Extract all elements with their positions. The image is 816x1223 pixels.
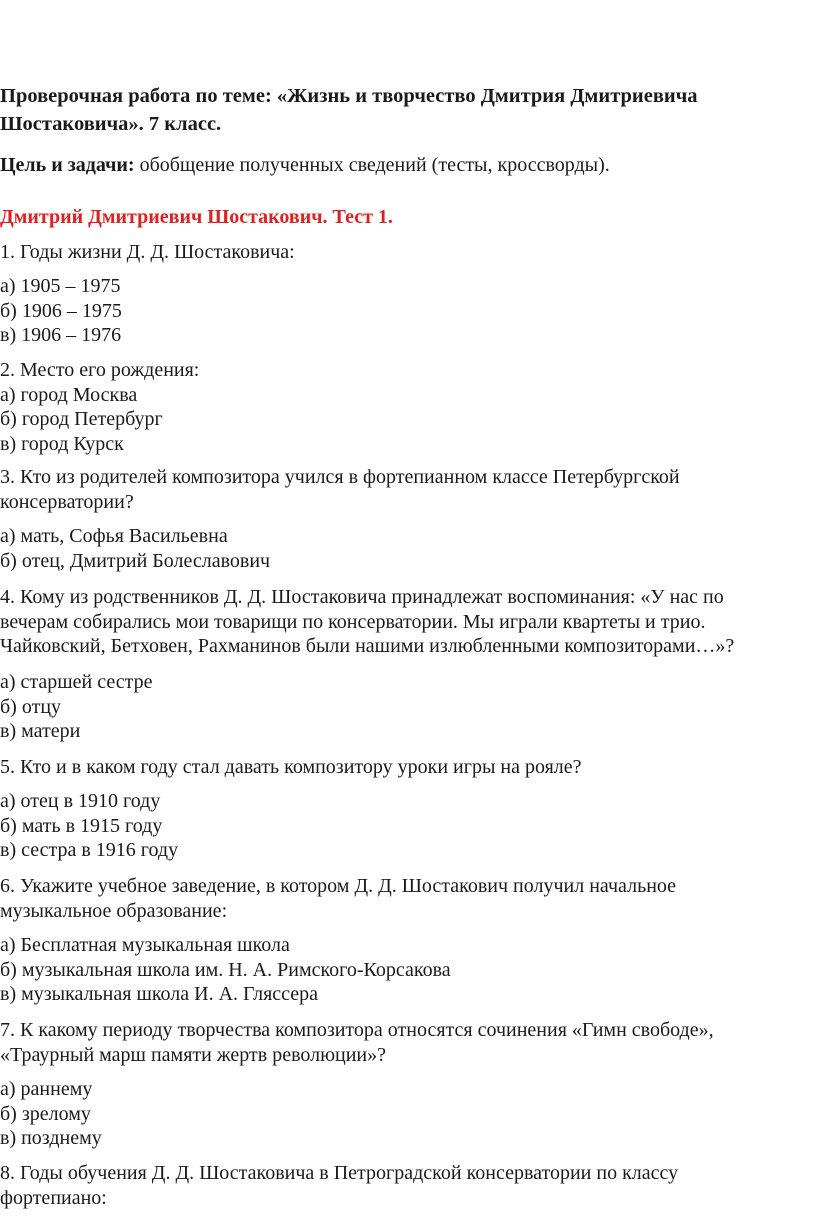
document-title-line: Шостаковича». 7 класс. bbox=[0, 113, 222, 135]
question-line: 6. Укажите учебное заведение, в котором Д. Д. Шостакович получил начальное bbox=[0, 875, 677, 897]
question-5-options bbox=[0, 789, 800, 863]
answer-option: б) зрелому bbox=[0, 1102, 91, 1125]
question-line: 2. Место его рождения: bbox=[0, 359, 200, 381]
answer-option: б) город Петербург bbox=[0, 408, 163, 430]
answer-option: б) отцу bbox=[0, 695, 62, 718]
answer-option: в) музыкальная школа И. А. Гляссера bbox=[0, 983, 319, 1005]
question-line: «Траурный марш памяти жертв революции»? bbox=[0, 1043, 387, 1066]
goal-text: обобщение полученных сведений (тесты, кроссворды). bbox=[134, 154, 610, 176]
answer-option: б) музыкальная школа им. Н. А. Римского-Корсакова bbox=[0, 958, 451, 981]
answer-option: а) мать, Софья Васильевна bbox=[0, 525, 228, 547]
question-7-options bbox=[0, 1077, 800, 1151]
question-3-options bbox=[0, 524, 800, 573]
question-5-text bbox=[0, 755, 800, 780]
answer-option: в) город Курск bbox=[0, 432, 124, 455]
question-7-text bbox=[0, 1018, 800, 1067]
answer-option: б) отец, Дмитрий Болеславович bbox=[0, 549, 271, 572]
answer-option: а) город Москва bbox=[0, 383, 138, 406]
document-title-line: Проверочная работа по теме: «Жизнь и творчество Дмитрия Дмитриевича bbox=[0, 85, 698, 107]
question-line: 7. К какому периоду творчества композитора относятся сочинения «Гимн свободе», bbox=[0, 1019, 714, 1041]
question-4-text bbox=[0, 585, 800, 659]
answer-option: в) сестра в 1916 году bbox=[0, 839, 179, 861]
answer-option: а) раннему bbox=[0, 1078, 93, 1100]
question-4-options bbox=[0, 670, 800, 744]
question-6-text bbox=[0, 874, 800, 923]
question-1-options bbox=[0, 274, 800, 348]
question-line: Чайковский, Бетховен, Рахманинов были нашими излюбленными композиторами…»? bbox=[0, 635, 735, 657]
question-6-options bbox=[0, 933, 800, 1007]
goal-label: Цель и задачи: bbox=[0, 154, 135, 176]
question-line: 3. Кто из родителей композитора учился в фортепианном классе Петербургской bbox=[0, 466, 680, 488]
answer-option: б) 1906 – 1975 bbox=[0, 299, 122, 322]
question-line: вечерам собирались мои товарищи по консерватории. Мы играли квартеты и трио. bbox=[0, 610, 706, 633]
answer-option: б) мать в 1915 году bbox=[0, 814, 163, 837]
question-line: 5. Кто и в каком году стал давать композитору уроки игры на рояле? bbox=[0, 756, 582, 778]
answer-option: в) 1906 – 1976 bbox=[0, 324, 122, 346]
answer-option: а) Бесплатная музыкальная школа bbox=[0, 934, 290, 956]
question-1-text bbox=[0, 240, 800, 265]
goal-paragraph bbox=[0, 152, 800, 178]
question-8-text bbox=[0, 1161, 800, 1210]
question-line: 4. Кому из родственников Д. Д. Шостаковича принадлежат воспоминания: «У нас по bbox=[0, 586, 724, 608]
answer-option: в) позднему bbox=[0, 1127, 102, 1149]
answer-option: в) матери bbox=[0, 720, 81, 742]
question-line: консерватории? bbox=[0, 490, 134, 513]
document-title bbox=[0, 82, 790, 138]
question-line: фортепиано: bbox=[0, 1186, 107, 1209]
question-line: музыкальное образование: bbox=[0, 899, 228, 922]
question-line: 8. Годы обучения Д. Д. Шостаковича в Петроградской консерватории по классу bbox=[0, 1162, 679, 1184]
test-title: Дмитрий Дмитриевич Шостакович. Тест 1. bbox=[0, 206, 393, 228]
question-2-text bbox=[0, 358, 800, 456]
question-line: 1. Годы жизни Д. Д. Шостаковича: bbox=[0, 241, 295, 263]
answer-option: а) старшей сестре bbox=[0, 671, 153, 693]
answer-option: а) отец в 1910 году bbox=[0, 790, 161, 812]
answer-option: а) 1905 – 1975 bbox=[0, 275, 121, 297]
question-3-text bbox=[0, 465, 800, 514]
